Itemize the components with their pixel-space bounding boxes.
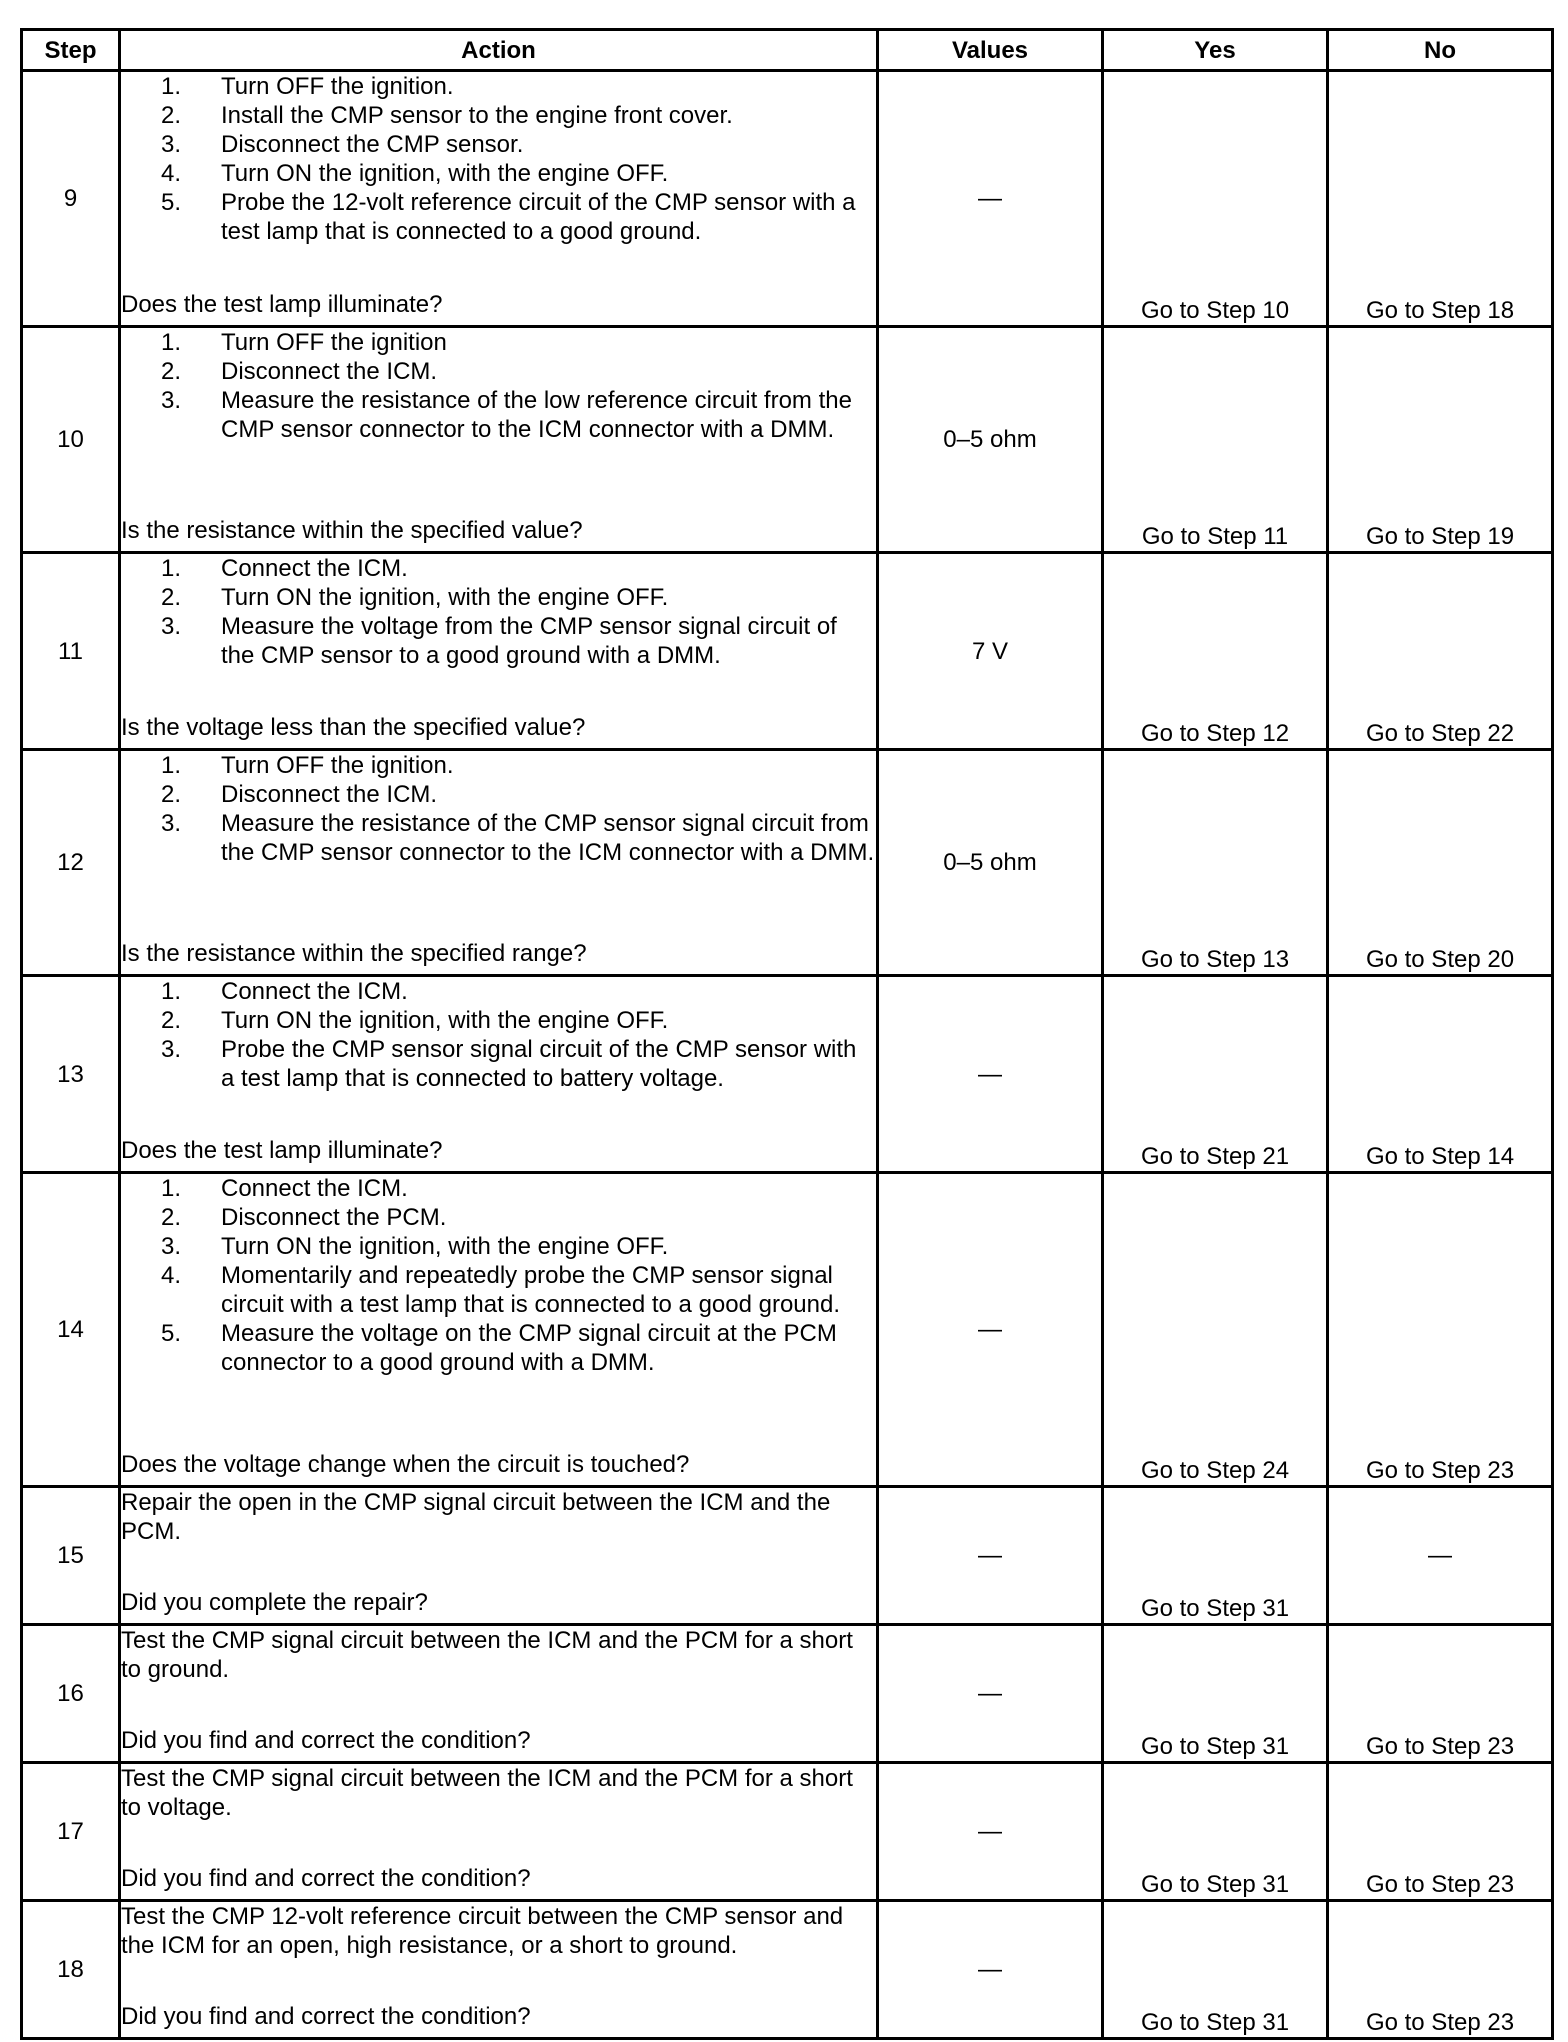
list-item [121,977,876,1006]
value-cell: 0–5 ohm [878,750,1103,976]
action-cell [120,1901,878,2039]
step-number: 11 [22,553,120,750]
question-text: Is the voltage less than the specified value? [121,714,586,741]
list-item [121,328,876,357]
action-cell [120,750,878,976]
table-row [22,1625,1553,1763]
list-item [121,357,876,386]
diagnostic-table [20,28,1554,2040]
action-list [121,1174,876,1377]
yes-cell: Go to Step 13 [1103,750,1328,976]
item-text: Connect the ICM. [221,1175,408,1202]
step-header: Step [22,30,120,71]
item-number: 1. [160,1175,181,1202]
step-number: 12 [22,750,120,976]
item-number: 4. [160,160,181,187]
value-cell: 7 V [878,553,1103,750]
action-text: Test the CMP 12-volt reference circuit between the CMP sensor and the ICM for an open, high resistance, or a short to ground. [121,1903,844,1959]
item-number: 3. [160,613,181,640]
item-text: Disconnect the CMP sensor. [221,131,524,158]
value-cell: — [878,1173,1103,1487]
item-number: 3. [160,1036,181,1063]
no-cell: Go to Step 14 [1328,976,1553,1173]
item-number: 3. [160,810,181,837]
question-text: Did you complete the repair? [121,1589,428,1616]
no-header: No [1328,30,1553,71]
no-cell: Go to Step 20 [1328,750,1553,976]
action-list [121,72,876,246]
value-cell: — [878,1487,1103,1625]
item-text: Turn ON the ignition, with the engine OFF. [221,1233,669,1260]
item-number: 1. [160,752,181,779]
item-text: Turn OFF the ignition. [221,752,454,779]
item-number: 2. [160,102,181,129]
list-item [121,386,876,444]
step-number: 17 [22,1763,120,1901]
no-cell: Go to Step 23 [1328,1173,1553,1487]
action-list [121,751,876,867]
table-row [22,553,1553,750]
action-cell [120,553,878,750]
item-number: 5. [160,1320,181,1347]
value-cell: — [878,1625,1103,1763]
table-row [22,976,1553,1173]
item-number: 3. [160,131,181,158]
item-text: Measure the voltage from the CMP sensor signal circuit of the CMP sensor to a good ground with a DMM. [221,613,837,669]
action-header: Action [120,30,878,71]
item-text: Probe the 12-volt reference circuit of the CMP sensor with a test lamp that is connected to a good ground. [221,189,856,245]
item-text: Probe the CMP sensor signal circuit of the CMP sensor with a test lamp that is connected to battery voltage. [221,1036,857,1092]
list-item [121,159,876,188]
item-text: Measure the resistance of the low reference circuit from the CMP sensor connector to the ICM connector with a DMM. [221,387,852,443]
action-text: Test the CMP signal circuit between the ICM and the PCM for a short to voltage. [121,1765,853,1821]
item-text: Connect the ICM. [221,555,408,582]
list-item [121,612,876,670]
action-text: Repair the open in the CMP signal circuit between the ICM and the PCM. [121,1489,831,1545]
value-cell: 0–5 ohm [878,327,1103,553]
yes-cell: Go to Step 21 [1103,976,1328,1173]
list-item [121,1035,876,1093]
list-item [121,1203,876,1232]
step-number: 9 [22,71,120,327]
item-text: Disconnect the PCM. [221,1204,447,1231]
yes-cell: Go to Step 31 [1103,1901,1328,2039]
list-item [121,1232,876,1261]
list-item [121,1174,876,1203]
question-text: Is the resistance within the specified range? [121,940,587,967]
action-cell [120,976,878,1173]
no-cell: Go to Step 18 [1328,71,1553,327]
table-row [22,327,1553,553]
list-item [121,554,876,583]
item-text: Connect the ICM. [221,978,408,1005]
action-cell [120,71,878,327]
no-cell: Go to Step 19 [1328,327,1553,553]
list-item [121,130,876,159]
list-item [121,780,876,809]
item-number: 1. [160,978,181,1005]
no-cell: Go to Step 23 [1328,1625,1553,1763]
list-item [121,1319,876,1377]
list-item [121,751,876,780]
step-number: 18 [22,1901,120,2039]
item-text: Turn OFF the ignition. [221,73,454,100]
action-cell [120,1625,878,1763]
table-row [22,1173,1553,1487]
yes-cell: Go to Step 12 [1103,553,1328,750]
table-row [22,1763,1553,1901]
item-number: 1. [160,73,181,100]
values-header: Values [878,30,1103,71]
list-item [121,188,876,246]
item-number: 3. [160,387,181,414]
yes-cell: Go to Step 31 [1103,1487,1328,1625]
value-cell: — [878,1763,1103,1901]
step-number: 10 [22,327,120,553]
list-item [121,809,876,867]
step-number: 15 [22,1487,120,1625]
no-cell: Go to Step 22 [1328,553,1553,750]
item-text: Measure the voltage on the CMP signal circuit at the PCM connector to a good ground with a DMM. [221,1320,837,1376]
table-row [22,1901,1553,2039]
action-cell [120,1763,878,1901]
item-text: Turn ON the ignition, with the engine OFF. [221,584,669,611]
question-text: Does the voltage change when the circuit is touched? [121,1451,690,1478]
list-item [121,1006,876,1035]
no-cell: Go to Step 23 [1328,1901,1553,2039]
item-text: Turn ON the ignition, with the engine OFF. [221,1007,669,1034]
list-item [121,1261,876,1319]
table-row [22,750,1553,976]
item-number: 5. [160,189,181,216]
list-item [121,72,876,101]
list-item [121,101,876,130]
step-number: 13 [22,976,120,1173]
action-list [121,554,876,670]
yes-cell: Go to Step 31 [1103,1625,1328,1763]
item-text: Disconnect the ICM. [221,358,438,385]
item-number: 2. [160,1007,181,1034]
table-row [22,71,1553,327]
question-text: Does the test lamp illuminate? [121,291,443,318]
yes-cell: Go to Step 31 [1103,1763,1328,1901]
item-number: 2. [160,358,181,385]
item-text: Disconnect the ICM. [221,781,438,808]
action-text: Test the CMP signal circuit between the ICM and the PCM for a short to ground. [121,1627,853,1683]
question-text: Did you find and correct the condition? [121,1865,531,1892]
item-number: 1. [160,555,181,582]
step-number: 14 [22,1173,120,1487]
item-number: 3. [160,1233,181,1260]
item-text: Install the CMP sensor to the engine front cover. [221,102,733,129]
item-number: 1. [160,329,181,356]
action-cell [120,1173,878,1487]
header-row [22,30,1553,71]
item-number: 2. [160,1204,181,1231]
item-number: 2. [160,781,181,808]
item-text: Turn ON the ignition, with the engine OFF. [221,160,669,187]
item-text: Turn OFF the ignition [221,329,447,356]
value-cell: — [878,976,1103,1173]
yes-header: Yes [1103,30,1328,71]
item-text: Measure the resistance of the CMP sensor signal circuit from the CMP sensor connector to the ICM connector with a DMM. [221,810,875,866]
item-number: 2. [160,584,181,611]
table-row [22,1487,1553,1625]
action-list [121,977,876,1093]
item-number: 4. [160,1262,181,1289]
question-text: Did you find and correct the condition? [121,1727,531,1754]
value-cell: — [878,1901,1103,2039]
question-text: Does the test lamp illuminate? [121,1137,443,1164]
value-cell: — [878,71,1103,327]
no-cell: — [1328,1487,1553,1625]
question-text: Is the resistance within the specified value? [121,517,583,544]
action-list [121,328,876,444]
item-text: Momentarily and repeatedly probe the CMP sensor signal circuit with a test lamp that is connected to a good ground. [221,1262,841,1318]
table-body [22,71,1553,2039]
no-cell: Go to Step 23 [1328,1763,1553,1901]
yes-cell: Go to Step 10 [1103,71,1328,327]
list-item [121,583,876,612]
yes-cell: Go to Step 11 [1103,327,1328,553]
yes-cell: Go to Step 24 [1103,1173,1328,1487]
action-cell [120,1487,878,1625]
action-cell [120,327,878,553]
question-text: Did you find and correct the condition? [121,2003,531,2030]
step-number: 16 [22,1625,120,1763]
